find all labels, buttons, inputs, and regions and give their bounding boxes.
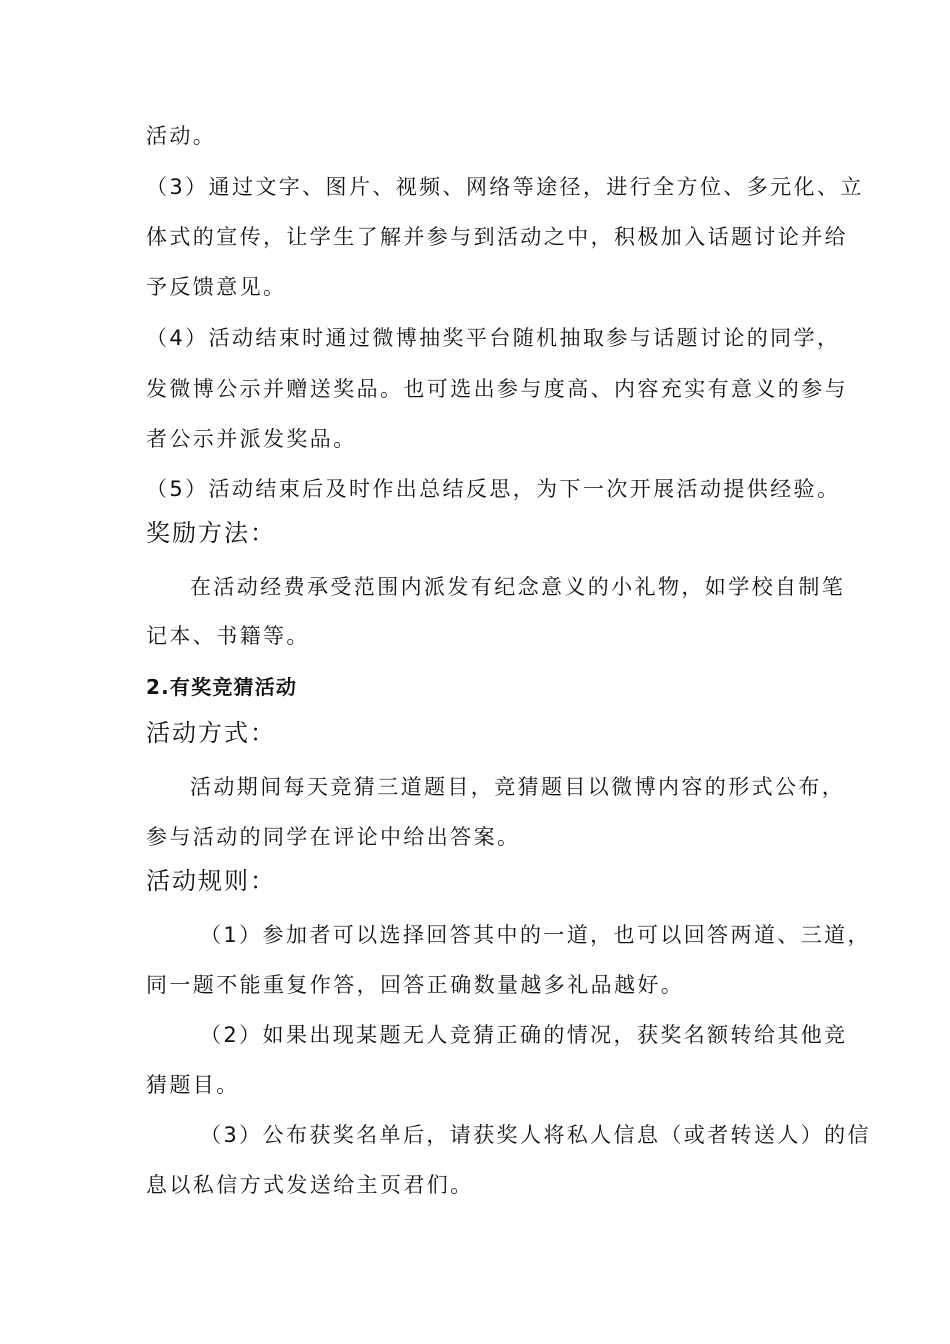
paragraph-line: 活动。 xyxy=(146,124,217,148)
paragraph-line: （4）活动结束时通过微博抽奖平台随机抽取参与话题讨论的同学， xyxy=(146,326,841,350)
reward-text-line: 记本、书籍等。 xyxy=(146,624,310,648)
rule-line: （3）公布获奖名单后，请获奖人将私人信息（或者转送人）的信 xyxy=(200,1123,871,1147)
section-title: 2.有奖竞猜活动 xyxy=(146,675,298,699)
rule-line: 猜题目。 xyxy=(146,1073,240,1097)
method-text-line: 参与活动的同学在评论中给出答案。 xyxy=(146,825,521,849)
rule-line: 同一题不能重复作答，回答正确数量越多礼品越好。 xyxy=(146,973,685,997)
paragraph-line: （5）活动结束后及时作出总结反思，为下一次开展活动提供经验。 xyxy=(146,477,841,501)
paragraph-line: 发微博公示并赠送奖品。也可选出参与度高、内容充实有意义的参与 xyxy=(146,377,848,401)
rule-line: 息以私信方式发送给主页君们。 xyxy=(146,1173,474,1197)
rule-line: （1）参加者可以选择回答其中的一道，也可以回答两道、三道， xyxy=(200,923,871,947)
rules-heading: 活动规则： xyxy=(146,867,276,895)
reward-heading: 奖励方法： xyxy=(146,519,276,547)
paragraph-line: 者公示并派发奖品。 xyxy=(146,427,357,451)
rule-line: （2）如果出现某题无人竞猜正确的情况，获奖名额转给其他竞 xyxy=(200,1023,848,1047)
method-text-line: 活动期间每天竞猜三道题目，竞猜题目以微博内容的形式公布， xyxy=(190,775,846,799)
paragraph-line: 体式的宣传，让学生了解并参与到活动之中，积极加入话题讨论并给 xyxy=(146,225,848,249)
paragraph-line: （3）通过文字、图片、视频、网络等途径，进行全方位、多元化、立 xyxy=(146,175,864,199)
paragraph-line: 予反馈意见。 xyxy=(146,275,287,299)
reward-text-line: 在活动经费承受范围内派发有纪念意义的小礼物，如学校自制笔 xyxy=(190,575,846,599)
method-heading: 活动方式： xyxy=(146,719,276,747)
